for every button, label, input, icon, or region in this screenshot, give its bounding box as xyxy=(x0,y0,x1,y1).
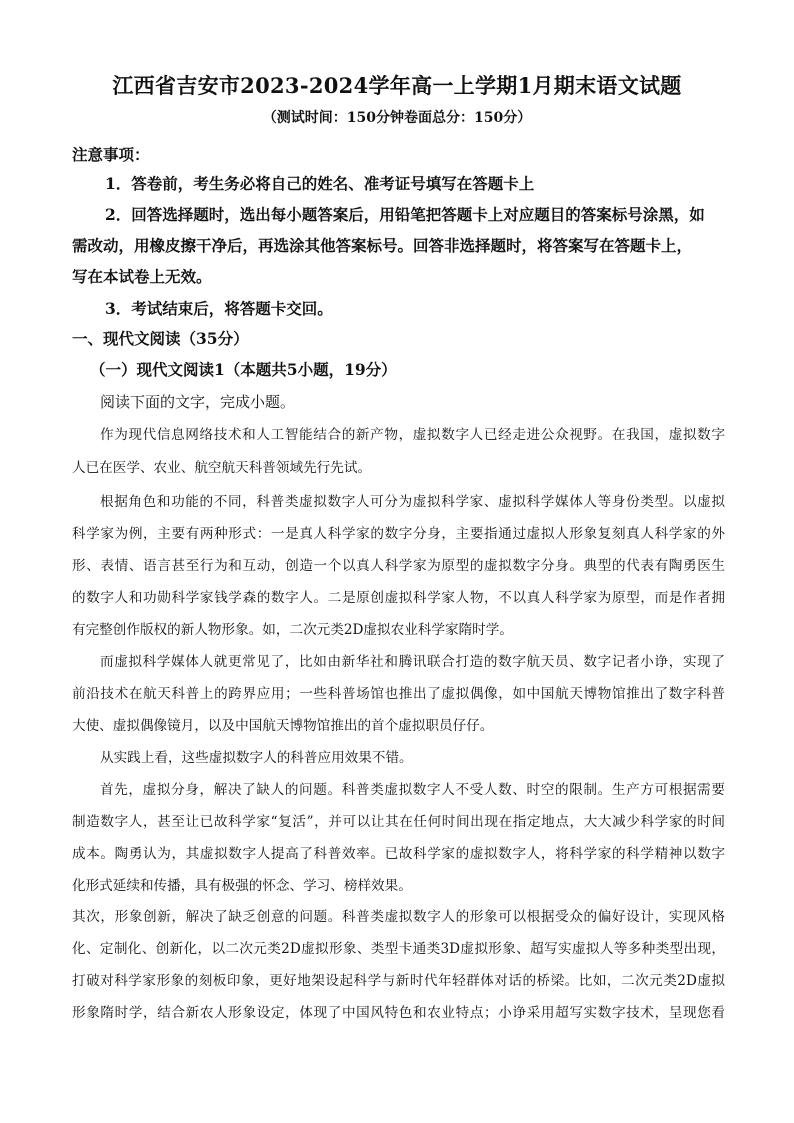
section-heading: 一、现代文阅读（35分） xyxy=(72,329,249,348)
notice-item-2-line-3: 写在本试卷上无效。 xyxy=(72,267,212,286)
notice-heading: 注意事项： xyxy=(72,145,150,164)
notice-item-2-line-2: 需改动，用橡皮擦干净后，再选涂其他答案标号。回答非选择题时，将答案写在答题卡上， xyxy=(72,236,693,255)
exam-subtitle: （测试时间：150分钟卷面总分：150分） xyxy=(262,110,532,126)
passage-line: 化、定制化、创新化，以二次元类2D虚拟形象、类型卡通类3D虚拟形象、超写实虚拟人等多种类型出现， xyxy=(72,941,725,957)
passage-line: 首先，虚拟分身，解决了缺人的问题。科普类虚拟数字人不受人数、时空的限制。生产方可根据需要 xyxy=(100,782,725,798)
notice-item-2-line-1: 2．回答选择题时，选出每小题答案后，用铅笔把答题卡上对应题目的答案标号涂黑，如 xyxy=(105,205,705,224)
reading-instruction: 阅读下面的文字，完成小题。 xyxy=(100,393,296,411)
notice-item-3: 3．考试结束后，将答题卡交回。 xyxy=(105,299,333,318)
passage-line: 根据角色和功能的不同，科普类虚拟数字人可分为虚拟科学家、虚拟科学媒体人等身份类型。以虚拟 xyxy=(100,494,725,510)
passage-line: 大使、虚拟偶像镜月，以及中国航天博物馆推出的首个虚拟职员仔仔。 xyxy=(72,718,494,734)
passage-line: 而虚拟科学媒体人就更常见了，比如由新华社和腾讯联合打造的数字航天员、数字记者小诤，实现了 xyxy=(100,654,725,670)
passage-line: 制造数字人，甚至让已故科学家“复活”，并可以让其在任何时间出现在指定地点，大大减少科学家的时间 xyxy=(72,814,725,830)
passage-line: 成本。陶勇认为，其虚拟数字人提高了科普效率。已故科学家的虚拟数字人，将科学家的科学精神以数字 xyxy=(72,846,725,862)
notice-item-1: 1．答卷前，考生务必将自己的姓名、准考证号填写在答题卡上 xyxy=(105,174,535,193)
passage-line: 打破对科学家形象的刻板印象，更好地架设起科学与新时代年轻群体对话的桥梁。比如，二次元类2D虚拟 xyxy=(72,973,725,989)
passage-line: 形、表情、语言甚至行为和互动，创造一个以真人科学家为原型的虚拟数字分身。典型的代表有陶勇医生 xyxy=(72,558,725,574)
passage-line: 科学家为例，主要有两种形式：一是真人科学家的数字分身，主要指通过虚拟人形象复刻真人科学家的外 xyxy=(72,526,725,542)
passage-line: 前沿技术在航天科普上的跨界应用；一些科普场馆也推出了虚拟偶像，如中国航天博物馆推出了数字科普 xyxy=(72,686,725,702)
passage-line: 从实践上看，这些虚拟数字人的科普应用效果不错。 xyxy=(100,750,413,766)
exam-title: 江西省吉安市2023-2024学年高一上学期1月期末语文试题 xyxy=(112,73,682,98)
section-subheading: （一）现代文阅读1（本题共5小题，19分） xyxy=(90,360,397,379)
passage-line: 其次，形象创新，解决了缺乏创意的问题。科普类虚拟数字人的形象可以根据受众的偏好设计，实现风格 xyxy=(72,909,725,925)
passage-line: 有完整创作版权的新人物形象。如，二次元类2D虚拟农业科学家隋时学。 xyxy=(72,622,513,638)
passage-line: 形象隋时学，结合新农人形象设定，体现了中国风特色和农业特点；小诤采用超写实数字技术，呈现您看 xyxy=(72,1005,725,1021)
passage-line: 作为现代信息网络技术和人工智能结合的新产物，虚拟数字人已经走进公众视野。在我国，虚拟数字 xyxy=(100,427,725,443)
passage-line: 的数字人和功勋科学家钱学森的数字人。二是原创虚拟科学家人物，不以真人科学家为原型，而是作者拥 xyxy=(72,590,725,606)
passage-line: 人已在医学、农业、航空航天科普领域先行先试。 xyxy=(72,460,372,476)
passage-line: 化形式延续和传播，具有极强的怀念、学习、榜样效果。 xyxy=(72,878,412,894)
